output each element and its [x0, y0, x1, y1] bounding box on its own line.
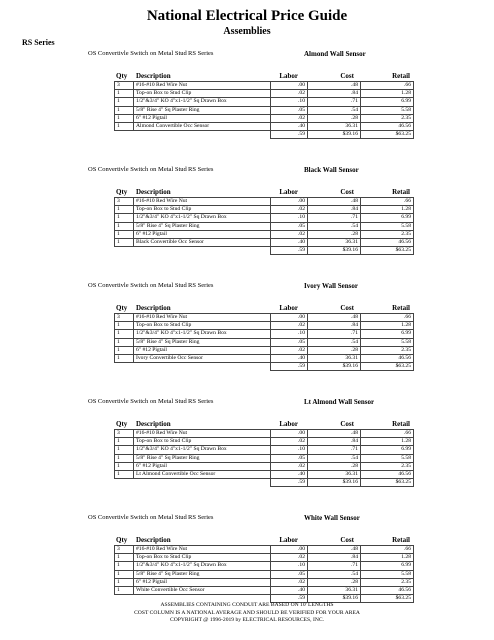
- column-headers: [0, 418, 494, 428]
- item-qty: 1: [115, 446, 134, 454]
- item-qty: 3: [115, 430, 134, 438]
- item-description: #16-#10 Red Wire Nut: [134, 546, 271, 554]
- table-row: [115, 330, 414, 338]
- item-description: White Convertible Occ Sensor: [134, 586, 271, 594]
- table-row: [115, 314, 414, 322]
- item-retail: 46.56: [361, 122, 414, 130]
- item-retail: 2.35: [361, 578, 414, 586]
- item-qty: 1: [115, 222, 134, 230]
- item-cost: .48: [308, 198, 361, 206]
- total-spacer: [134, 247, 271, 255]
- items-table: [114, 313, 414, 371]
- table-row: [115, 554, 414, 562]
- item-retail: 6.99: [361, 330, 414, 338]
- table-row: [115, 222, 414, 230]
- item-retail: 1.28: [361, 438, 414, 446]
- item-cost: .71: [308, 98, 361, 106]
- section-title: OS Convertivle Switch on Metal Stud: [88, 398, 187, 405]
- item-labor: .02: [271, 554, 308, 562]
- section-series: RS Series: [188, 514, 214, 521]
- item-labor: .02: [271, 578, 308, 586]
- total-row: [115, 479, 414, 487]
- item-labor: .40: [271, 470, 308, 478]
- column-header-labor: Labor: [279, 188, 298, 196]
- table-row: [115, 470, 414, 478]
- item-qty: 1: [115, 90, 134, 98]
- item-description: Top-on Box to Stud Clip: [134, 438, 271, 446]
- item-cost: 36.31: [308, 470, 361, 478]
- total-labor: .59: [271, 363, 308, 371]
- item-cost: .84: [308, 438, 361, 446]
- table-row: [115, 454, 414, 462]
- item-retail: 6.99: [361, 562, 414, 570]
- item-description: 1/2"&3/4" KO 4"x1-1/2" Sq Drawn Box: [134, 446, 271, 454]
- item-cost: .48: [308, 546, 361, 554]
- table-row: [115, 98, 414, 106]
- item-labor: .02: [271, 438, 308, 446]
- item-qty: 1: [115, 578, 134, 586]
- item-qty: 3: [115, 198, 134, 206]
- item-retail: .66: [361, 546, 414, 554]
- item-retail: 46.56: [361, 238, 414, 246]
- item-description: 5/8" Rise 4" Sq Plaster Ring: [134, 454, 271, 462]
- item-qty: 3: [115, 546, 134, 554]
- item-retail: .66: [361, 82, 414, 90]
- item-qty: 1: [115, 470, 134, 478]
- item-retail: 2.35: [361, 346, 414, 354]
- section-header: [0, 398, 494, 418]
- item-qty: 1: [115, 230, 134, 238]
- table-row: [115, 230, 414, 238]
- item-labor: .10: [271, 330, 308, 338]
- table-row: [115, 322, 414, 330]
- page-footer: [0, 602, 494, 625]
- item-labor: .40: [271, 354, 308, 362]
- column-header-labor: Labor: [279, 72, 298, 80]
- item-labor: .02: [271, 90, 308, 98]
- section-name: Lt Almond Wall Sensor: [304, 398, 375, 406]
- item-labor: .02: [271, 462, 308, 470]
- item-description: 1/2"&3/4" KO 4"x1-1/2" Sq Drawn Box: [134, 330, 271, 338]
- item-description: 1/2"&3/4" KO 4"x1-1/2" Sq Drawn Box: [134, 562, 271, 570]
- column-header-labor: Labor: [279, 420, 298, 428]
- item-qty: 1: [115, 354, 134, 362]
- item-labor: .00: [271, 546, 308, 554]
- item-labor: .40: [271, 238, 308, 246]
- item-description: #16-#10 Red Wire Nut: [134, 82, 271, 90]
- column-headers: [0, 70, 494, 80]
- item-qty: 1: [115, 346, 134, 354]
- item-cost: .84: [308, 206, 361, 214]
- item-cost: .48: [308, 82, 361, 90]
- table-row: [115, 578, 414, 586]
- total-labor: .59: [271, 595, 308, 603]
- table-row: [115, 570, 414, 578]
- item-qty: 1: [115, 114, 134, 122]
- item-labor: .02: [271, 206, 308, 214]
- item-description: 5/8" Rise 4" Sq Plaster Ring: [134, 222, 271, 230]
- column-header-qty: Qty: [116, 420, 128, 428]
- item-description: Lt Almond Convertible Occ Sensor: [134, 470, 271, 478]
- table-row: [115, 82, 414, 90]
- item-labor: .02: [271, 230, 308, 238]
- item-cost: .28: [308, 462, 361, 470]
- item-cost: .54: [308, 106, 361, 114]
- item-description: Almond Convertible Occ Sensor: [134, 122, 271, 130]
- total-labor: .59: [271, 479, 308, 487]
- item-labor: .02: [271, 322, 308, 330]
- total-retail: $63.25: [361, 595, 414, 603]
- item-description: 6" #12 Pigtail: [134, 462, 271, 470]
- item-qty: 1: [115, 554, 134, 562]
- column-headers: [0, 186, 494, 196]
- item-labor: .40: [271, 122, 308, 130]
- table-row: [115, 346, 414, 354]
- item-cost: .28: [308, 230, 361, 238]
- section-series: RS Series: [188, 50, 214, 57]
- total-spacer: [134, 131, 271, 139]
- item-cost: 36.31: [308, 122, 361, 130]
- column-header-qty: Qty: [116, 188, 128, 196]
- total-spacer: [134, 363, 271, 371]
- section-series: RS Series: [188, 282, 214, 289]
- item-cost: .54: [308, 338, 361, 346]
- item-description: Top-on Box to Stud Clip: [134, 554, 271, 562]
- item-cost: .28: [308, 114, 361, 122]
- section-title: OS Convertivle Switch on Metal Stud: [88, 282, 187, 289]
- item-cost: .54: [308, 454, 361, 462]
- item-description: Top-on Box to Stud Clip: [134, 322, 271, 330]
- item-qty: 1: [115, 238, 134, 246]
- item-cost: .28: [308, 578, 361, 586]
- item-retail: .66: [361, 198, 414, 206]
- item-retail: 1.28: [361, 554, 414, 562]
- item-retail: 5.58: [361, 570, 414, 578]
- column-header-cost: Cost: [340, 536, 354, 544]
- item-cost: .71: [308, 446, 361, 454]
- item-labor: .00: [271, 314, 308, 322]
- column-header-cost: Cost: [340, 72, 354, 80]
- total-spacer: [115, 247, 134, 255]
- items-table: [114, 81, 414, 139]
- assembly-section: [0, 50, 494, 166]
- total-spacer: [134, 479, 271, 487]
- item-labor: .05: [271, 222, 308, 230]
- item-description: 1/2"&3/4" KO 4"x1-1/2" Sq Drawn Box: [134, 98, 271, 106]
- item-qty: 1: [115, 98, 134, 106]
- table-row: [115, 430, 414, 438]
- section-series: RS Series: [188, 166, 214, 173]
- table-row: [115, 562, 414, 570]
- total-cost: $39.16: [308, 479, 361, 487]
- item-description: Ivory Convertible Occ Sensor: [134, 354, 271, 362]
- items-table: [114, 429, 414, 487]
- item-description: #16-#10 Red Wire Nut: [134, 430, 271, 438]
- item-labor: .05: [271, 570, 308, 578]
- section-title: OS Convertivle Switch on Metal Stud: [88, 514, 187, 521]
- item-retail: 1.28: [361, 90, 414, 98]
- column-header-description: Description: [136, 420, 171, 428]
- section-name: Ivory Wall Sensor: [304, 282, 358, 290]
- item-labor: .40: [271, 586, 308, 594]
- item-retail: 6.99: [361, 98, 414, 106]
- item-retail: 2.35: [361, 114, 414, 122]
- assembly-section: [0, 282, 494, 398]
- section-header: [0, 166, 494, 186]
- table-row: [115, 122, 414, 130]
- table-row: [115, 586, 414, 594]
- column-headers: [0, 534, 494, 544]
- item-labor: .00: [271, 430, 308, 438]
- total-cost: $39.16: [308, 595, 361, 603]
- item-qty: 1: [115, 338, 134, 346]
- page-subtitle: Assemblies: [223, 26, 271, 37]
- item-qty: 1: [115, 586, 134, 594]
- table-row: [115, 214, 414, 222]
- total-retail: $63.25: [361, 247, 414, 255]
- item-retail: 6.99: [361, 214, 414, 222]
- item-cost: .84: [308, 322, 361, 330]
- column-header-cost: Cost: [340, 420, 354, 428]
- column-header-qty: Qty: [116, 304, 128, 312]
- item-cost: .84: [308, 90, 361, 98]
- item-qty: 1: [115, 106, 134, 114]
- item-retail: 6.99: [361, 446, 414, 454]
- section-title: OS Convertivle Switch on Metal Stud: [88, 166, 187, 173]
- column-headers: [0, 302, 494, 312]
- item-qty: 1: [115, 330, 134, 338]
- column-header-description: Description: [136, 72, 171, 80]
- item-retail: 5.58: [361, 106, 414, 114]
- total-cost: $39.16: [308, 363, 361, 371]
- column-header-retail: Retail: [392, 304, 410, 312]
- item-cost: .28: [308, 346, 361, 354]
- item-qty: 1: [115, 322, 134, 330]
- item-qty: 1: [115, 206, 134, 214]
- column-header-qty: Qty: [116, 536, 128, 544]
- item-qty: 1: [115, 570, 134, 578]
- section-title: OS Convertivle Switch on Metal Stud: [88, 50, 187, 57]
- item-cost: .54: [308, 222, 361, 230]
- column-header-qty: Qty: [116, 72, 128, 80]
- column-header-labor: Labor: [279, 304, 298, 312]
- item-cost: .54: [308, 570, 361, 578]
- item-description: 6" #12 Pigtail: [134, 346, 271, 354]
- total-spacer: [115, 363, 134, 371]
- item-qty: 1: [115, 214, 134, 222]
- item-cost: .48: [308, 314, 361, 322]
- item-labor: .10: [271, 562, 308, 570]
- table-row: [115, 446, 414, 454]
- page-title: National Electrical Price Guide: [146, 8, 348, 24]
- footer-line-2: COST COLUMN IS A NATIONAL AVERAGE AND SHOULD BE VERIFIED FOR YOUR AREA: [134, 609, 360, 616]
- item-description: #16-#10 Red Wire Nut: [134, 314, 271, 322]
- item-cost: .84: [308, 554, 361, 562]
- item-labor: .00: [271, 82, 308, 90]
- column-header-retail: Retail: [392, 536, 410, 544]
- assembly-sections: [0, 50, 494, 630]
- section-header: [0, 282, 494, 302]
- total-cost: $39.16: [308, 247, 361, 255]
- table-row: [115, 438, 414, 446]
- item-labor: .10: [271, 98, 308, 106]
- item-labor: .10: [271, 214, 308, 222]
- assembly-section: [0, 166, 494, 282]
- table-row: [115, 114, 414, 122]
- table-row: [115, 198, 414, 206]
- table-row: [115, 338, 414, 346]
- item-qty: 3: [115, 314, 134, 322]
- assembly-section: [0, 398, 494, 514]
- item-retail: .66: [361, 314, 414, 322]
- column-header-description: Description: [136, 304, 171, 312]
- total-row: [115, 363, 414, 371]
- column-header-retail: Retail: [392, 420, 410, 428]
- column-header-labor: Labor: [279, 536, 298, 544]
- item-qty: 1: [115, 454, 134, 462]
- item-description: Top-on Box to Stud Clip: [134, 206, 271, 214]
- total-retail: $63.25: [361, 479, 414, 487]
- column-header-retail: Retail: [392, 72, 410, 80]
- total-labor: .59: [271, 247, 308, 255]
- column-header-cost: Cost: [340, 304, 354, 312]
- section-header: [0, 50, 494, 70]
- total-row: [115, 247, 414, 255]
- series-label: RS Series: [22, 38, 55, 47]
- table-row: [115, 106, 414, 114]
- section-series: RS Series: [188, 398, 214, 405]
- section-header: [0, 514, 494, 534]
- total-retail: $63.25: [361, 363, 414, 371]
- item-qty: 1: [115, 462, 134, 470]
- item-cost: 36.31: [308, 354, 361, 362]
- item-description: 6" #12 Pigtail: [134, 230, 271, 238]
- item-labor: .02: [271, 346, 308, 354]
- item-description: 5/8" Rise 4" Sq Plaster Ring: [134, 338, 271, 346]
- item-labor: .02: [271, 114, 308, 122]
- table-row: [115, 462, 414, 470]
- item-qty: 1: [115, 438, 134, 446]
- item-cost: .71: [308, 562, 361, 570]
- item-cost: .48: [308, 430, 361, 438]
- table-row: [115, 546, 414, 554]
- section-name: White Wall Sensor: [304, 514, 360, 522]
- item-retail: 46.56: [361, 354, 414, 362]
- item-qty: 1: [115, 122, 134, 130]
- item-labor: .05: [271, 106, 308, 114]
- section-name: Black Wall Sensor: [304, 166, 359, 174]
- item-labor: .05: [271, 454, 308, 462]
- total-row: [115, 131, 414, 139]
- table-row: [115, 90, 414, 98]
- item-labor: .10: [271, 446, 308, 454]
- item-description: 6" #12 Pigtail: [134, 114, 271, 122]
- table-row: [115, 238, 414, 246]
- item-retail: 5.58: [361, 222, 414, 230]
- item-description: #16-#10 Red Wire Nut: [134, 198, 271, 206]
- items-table: [114, 545, 414, 603]
- total-spacer: [115, 131, 134, 139]
- item-cost: .71: [308, 330, 361, 338]
- column-header-description: Description: [136, 188, 171, 196]
- table-row: [115, 354, 414, 362]
- item-retail: 2.35: [361, 230, 414, 238]
- item-cost: 36.31: [308, 238, 361, 246]
- item-retail: 5.58: [361, 338, 414, 346]
- column-header-retail: Retail: [392, 188, 410, 196]
- item-retail: 5.58: [361, 454, 414, 462]
- item-retail: 1.28: [361, 206, 414, 214]
- item-cost: .71: [308, 214, 361, 222]
- item-retail: 2.35: [361, 462, 414, 470]
- item-description: 5/8" Rise 4" Sq Plaster Ring: [134, 570, 271, 578]
- item-labor: .00: [271, 198, 308, 206]
- item-labor: .05: [271, 338, 308, 346]
- table-row: [115, 206, 414, 214]
- items-table: [114, 197, 414, 255]
- footer-line-3: COPYRIGHT @ 1996-2019 by ELECTRICAL RESOURCES, INC.: [169, 617, 324, 623]
- column-header-description: Description: [136, 536, 171, 544]
- total-retail: $63.25: [361, 131, 414, 139]
- item-description: 5/8" Rise 4" Sq Plaster Ring: [134, 106, 271, 114]
- item-retail: 46.56: [361, 586, 414, 594]
- item-qty: 1: [115, 562, 134, 570]
- footer-line-1: ASSEMBLIES CONTAINING CONDUIT ARE BASED ON 10' LENGTHS: [160, 602, 334, 608]
- total-labor: .59: [271, 131, 308, 139]
- total-cost: $39.16: [308, 131, 361, 139]
- item-description: Top-on Box to Stud Clip: [134, 90, 271, 98]
- total-spacer: [115, 479, 134, 487]
- item-description: Black Convertible Occ Sensor: [134, 238, 271, 246]
- item-retail: 46.56: [361, 470, 414, 478]
- item-retail: .66: [361, 430, 414, 438]
- item-description: 1/2"&3/4" KO 4"x1-1/2" Sq Drawn Box: [134, 214, 271, 222]
- item-cost: 36.31: [308, 586, 361, 594]
- item-description: 6" #12 Pigtail: [134, 578, 271, 586]
- section-name: Almond Wall Sensor: [304, 50, 366, 58]
- item-qty: 3: [115, 82, 134, 90]
- item-retail: 1.28: [361, 322, 414, 330]
- column-header-cost: Cost: [340, 188, 354, 196]
